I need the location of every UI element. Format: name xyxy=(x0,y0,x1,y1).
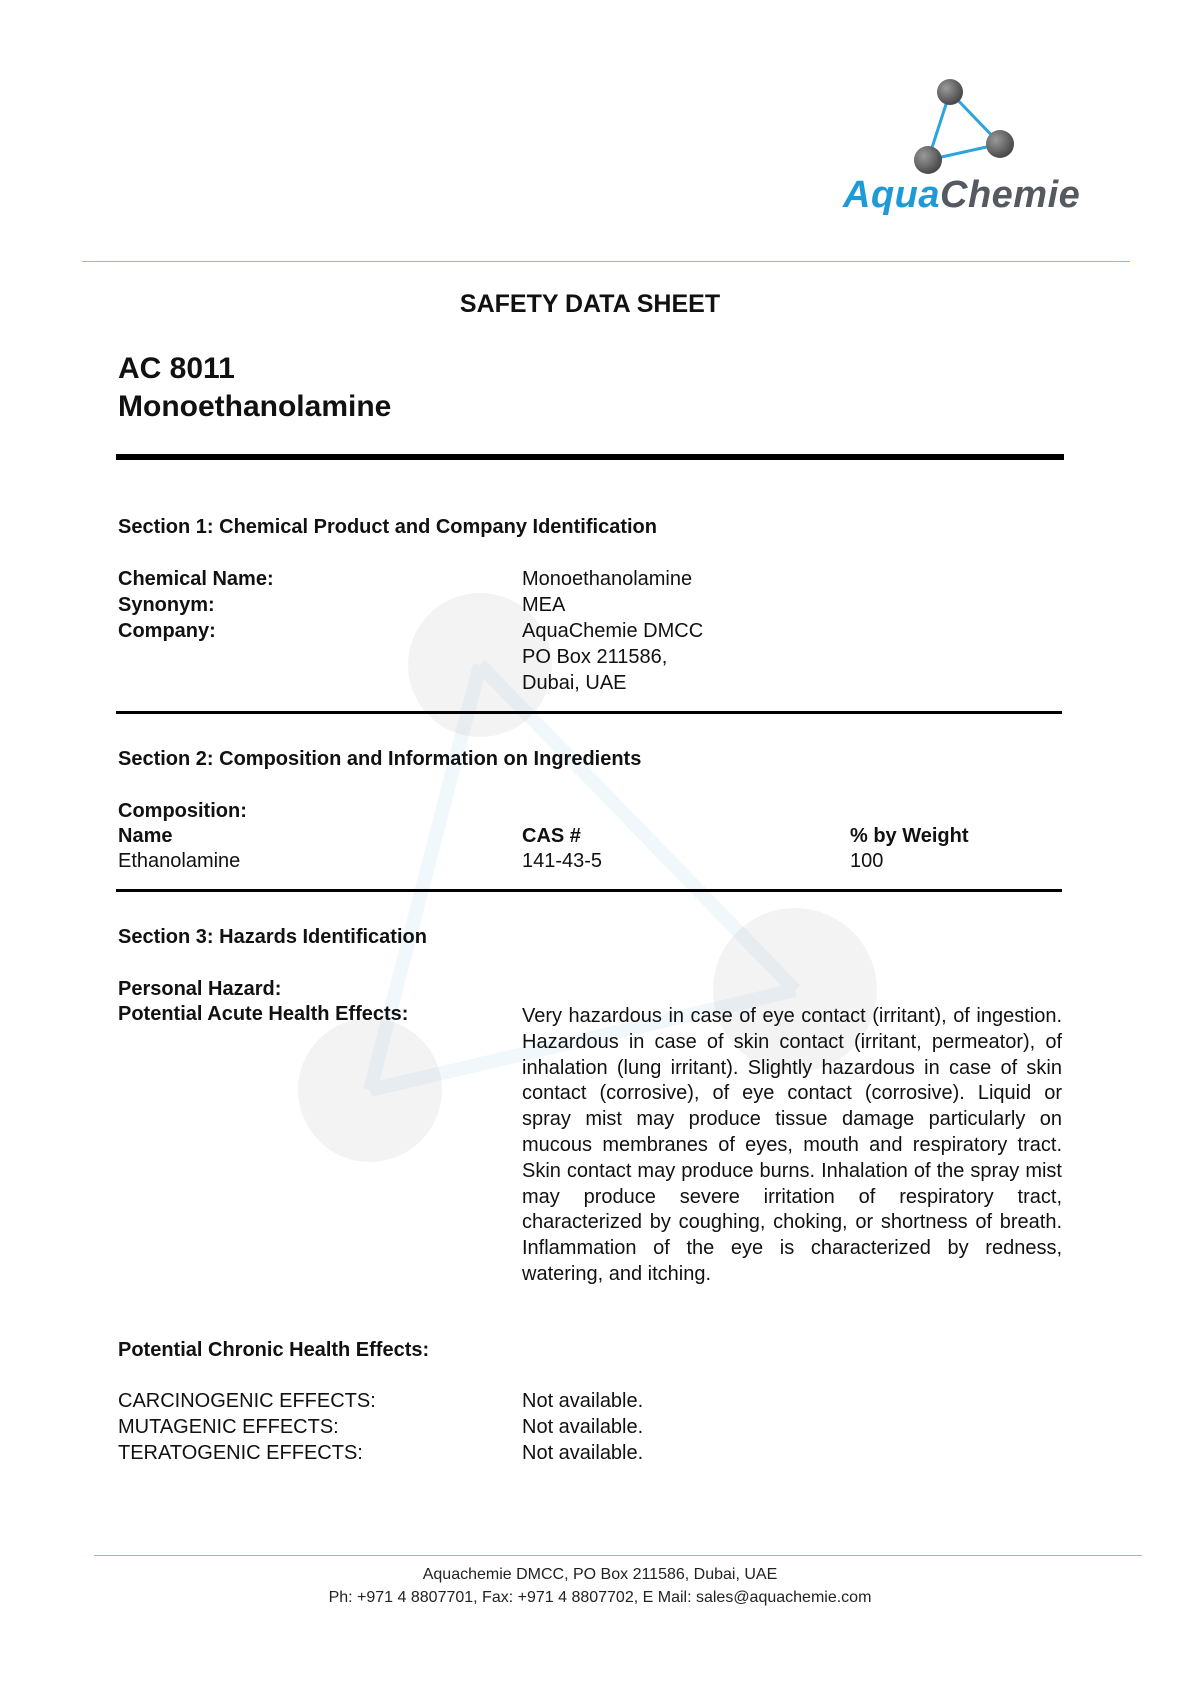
product-code: AC 8011 xyxy=(118,352,235,385)
product-name: Monoethanolamine xyxy=(118,390,392,423)
chemical-name-label: Chemical Name: xyxy=(118,568,274,590)
mutagenic-value: Not available. xyxy=(522,1416,644,1438)
company-line-1: AquaChemie DMCC xyxy=(522,620,704,642)
ingredient-cas: 141-43-5 xyxy=(522,850,603,872)
company-label: Company: xyxy=(118,620,216,642)
carcinogenic-value: Not available. xyxy=(522,1390,644,1412)
personal-hazard-label: Personal Hazard: xyxy=(118,978,282,1000)
section2-heading: Section 2: Composition and Information on Ingredients xyxy=(118,748,642,770)
chronic-effects-label: Potential Chronic Health Effects: xyxy=(118,1339,430,1361)
synonym-label: Synonym: xyxy=(118,594,215,616)
column-header-weight: % by Weight xyxy=(850,825,969,847)
company-line-2: PO Box 211586, xyxy=(522,646,668,668)
document-title: SAFETY DATA SHEET xyxy=(459,290,721,318)
title-divider xyxy=(116,454,1064,460)
ingredient-name: Ethanolamine xyxy=(118,850,241,872)
composition-label: Composition: xyxy=(118,800,247,822)
company-logo xyxy=(835,78,1125,238)
section1-heading: Section 1: Chemical Product and Company Identification xyxy=(118,516,657,538)
footer-contact: Ph: +971 4 8807701, Fax: +971 4 8807702, E Mail: sales@aquachemie.com xyxy=(328,1589,872,1606)
chemical-name-value: Monoethanolamine xyxy=(522,568,693,590)
section1-divider xyxy=(116,711,1062,714)
molecule-icon xyxy=(910,78,1020,178)
teratogenic-label: TERATOGENIC EFFECTS: xyxy=(118,1442,363,1464)
acute-effects-label: Potential Acute Health Effects: xyxy=(118,1003,409,1025)
footer-address: Aquachemie DMCC, PO Box 211586, Dubai, UAE xyxy=(422,1566,778,1583)
logo-wordmark: AquaChemie xyxy=(843,174,1081,216)
carcinogenic-label: CARCINOGENIC EFFECTS: xyxy=(118,1390,376,1412)
company-line-3: Dubai, UAE xyxy=(522,672,627,694)
section3-heading: Section 3: Hazards Identification xyxy=(118,926,427,948)
teratogenic-value: Not available. xyxy=(522,1442,644,1464)
acute-effects-text: Very hazardous in case of eye contact (irritant), of ingestion. Hazardous in case of skin contact (irritant, permeator), of inhalation (lung irritant). Slightly hazardous in case of skin contact (corrosive), of eye contact (corrosive). Liquid or spray mist may produce tissue damage particularly on mucous membranes of eyes, mouth and respiratory tract. Skin contact may produce burns. Inhalation of the spray mist may produce severe irritation of respiratory tract, characterized by coughing, choking, or shortness of breath. Inflammation of the eye is characterized by redness, watering, and itching. xyxy=(522,1005,1062,1285)
footer-divider xyxy=(94,1555,1142,1556)
mutagenic-label: MUTAGENIC EFFECTS: xyxy=(118,1416,339,1438)
synonym-value: MEA xyxy=(522,594,566,616)
section2-divider xyxy=(116,889,1062,892)
ingredient-weight: 100 xyxy=(850,850,884,872)
column-header-name: Name xyxy=(118,825,173,847)
header-divider xyxy=(82,261,1130,262)
column-header-cas: CAS # xyxy=(522,825,581,847)
